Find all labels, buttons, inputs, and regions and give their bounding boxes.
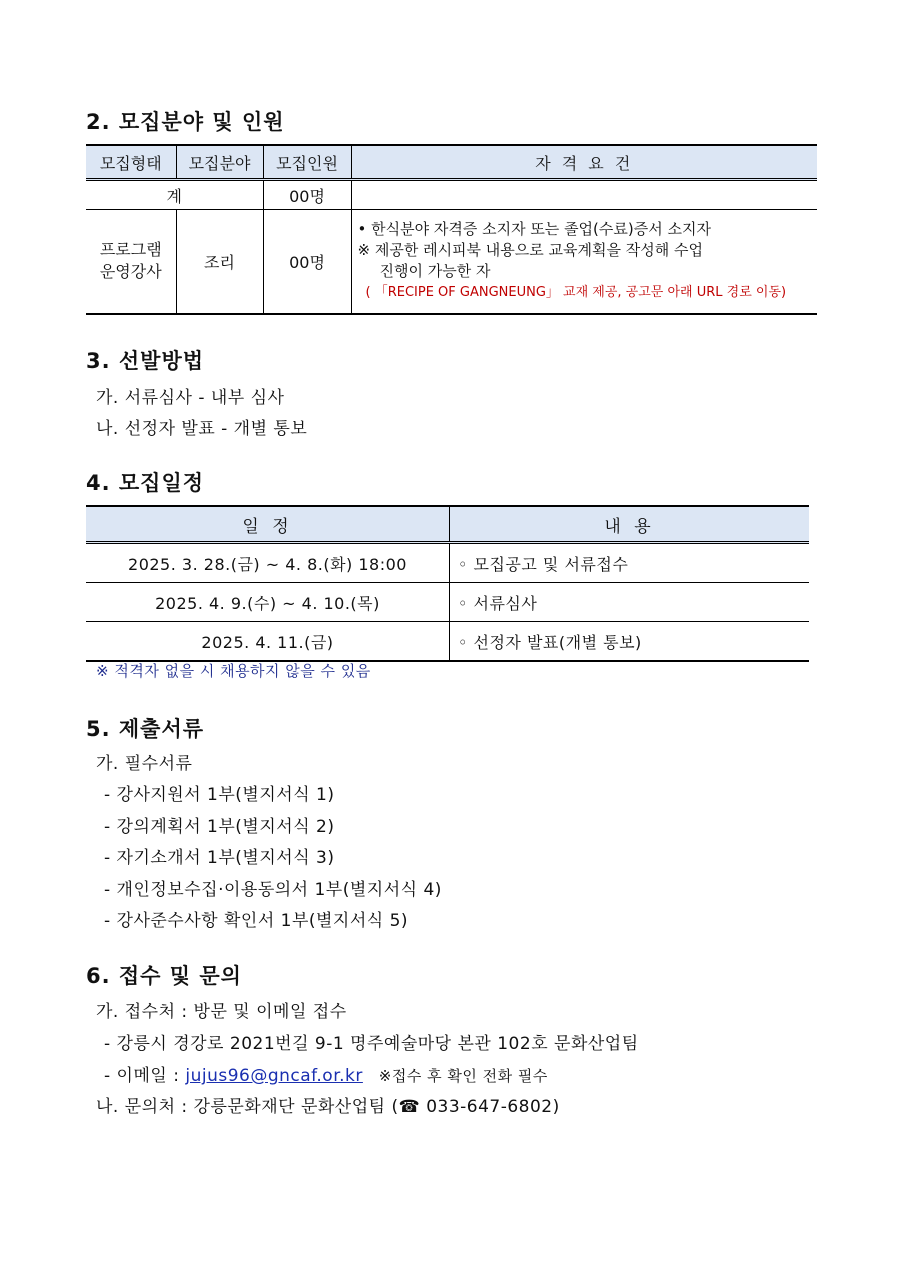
row-count: 00명	[263, 210, 351, 314]
address-line: - 강릉시 경강로 2021번길 9-1 명주예술마당 본관 102호 문화산업팀	[104, 1034, 639, 1054]
email-note: ※접수 후 확인 전화 필수	[378, 1067, 548, 1085]
row-field: 조리	[176, 210, 263, 314]
header-type: 모집형태	[86, 145, 176, 180]
table-row	[86, 622, 809, 662]
req-line-1: • 한식분야 자격증 소지자 또는 졸업(수료)증서 소지자	[357, 220, 711, 239]
documents-subtitle: 가. 필수서류	[96, 754, 193, 774]
row-type: 프로그램 운영강사	[86, 210, 176, 314]
section-6-title: 6. 접수 및 문의	[86, 964, 242, 988]
table-header-row	[86, 145, 817, 180]
table-row	[86, 543, 809, 583]
section-4-title: 4. 모집일정	[86, 471, 205, 495]
document-item-5: - 강사준수사항 확인서 1부(별지서식 5)	[104, 911, 409, 931]
schedule-note: ※ 적격자 없을 시 채용하지 않을 수 있음	[96, 662, 371, 680]
table-row	[86, 210, 817, 314]
total-count: 00명	[263, 180, 351, 210]
schedule-header-row	[86, 506, 809, 543]
reception-line: 가. 접수처 : 방문 및 이메일 접수	[96, 1002, 347, 1022]
document-item-2: - 강의계획서 1부(별지서식 2)	[104, 817, 335, 837]
document-item-3: - 자기소개서 1부(별지서식 3)	[104, 848, 335, 868]
total-req	[351, 180, 817, 210]
email-prefix: - 이메일 :	[104, 1066, 186, 1086]
req-line-4: ( 「RECIPE OF GANGNEUNG」 교재 제공, 공고문 아래 URL 경로 이동)	[365, 285, 787, 301]
document-item-4: - 개인정보수집·이용동의서 1부(별지서식 4)	[104, 880, 442, 900]
selection-item-2: 나. 선정자 발표 - 개별 통보	[96, 419, 308, 439]
recruitment-table	[86, 144, 817, 315]
email-line	[104, 1061, 548, 1086]
table-row	[86, 583, 809, 622]
inquiry-line: 나. 문의처 : 강릉문화재단 문화산업팀 (☎ 033-647-6802)	[96, 1097, 560, 1117]
schedule-desc-2: ◦ 서류심사	[450, 583, 810, 622]
total-row	[86, 180, 817, 210]
section-3-title: 3. 선발방법	[86, 349, 205, 373]
req-line-3: 진행이 가능한 자	[379, 262, 491, 281]
header-count: 모집인원	[263, 145, 351, 180]
header-date: 일 정	[86, 506, 450, 543]
schedule-date-1: 2025. 3. 28.(금) ~ 4. 8.(화) 18:00	[86, 543, 450, 583]
row-requirements	[351, 210, 817, 314]
document-item-1: - 강사지원서 1부(별지서식 1)	[104, 785, 335, 805]
req-line-2: ※ 제공한 레시피북 내용으로 교육계획을 작성해 수업	[357, 241, 703, 260]
schedule-table	[86, 505, 809, 662]
header-requirements: 자 격 요 건	[351, 145, 817, 180]
header-content: 내 용	[450, 506, 810, 543]
section-2-title: 2. 모집분야 및 인원	[86, 110, 285, 134]
total-label: 계	[86, 180, 263, 210]
schedule-date-2: 2025. 4. 9.(수) ~ 4. 10.(목)	[86, 583, 450, 622]
email-link[interactable]: jujus96@gncaf.or.kr	[185, 1066, 363, 1086]
selection-item-1: 가. 서류심사 - 내부 심사	[96, 388, 285, 408]
schedule-desc-1: ◦ 모집공고 및 서류접수	[450, 543, 810, 583]
schedule-date-3: 2025. 4. 11.(금)	[86, 622, 450, 662]
schedule-desc-3: ◦ 선정자 발표(개별 통보)	[450, 622, 810, 662]
section-5-title: 5. 제출서류	[86, 717, 205, 741]
header-field: 모집분야	[176, 145, 263, 180]
